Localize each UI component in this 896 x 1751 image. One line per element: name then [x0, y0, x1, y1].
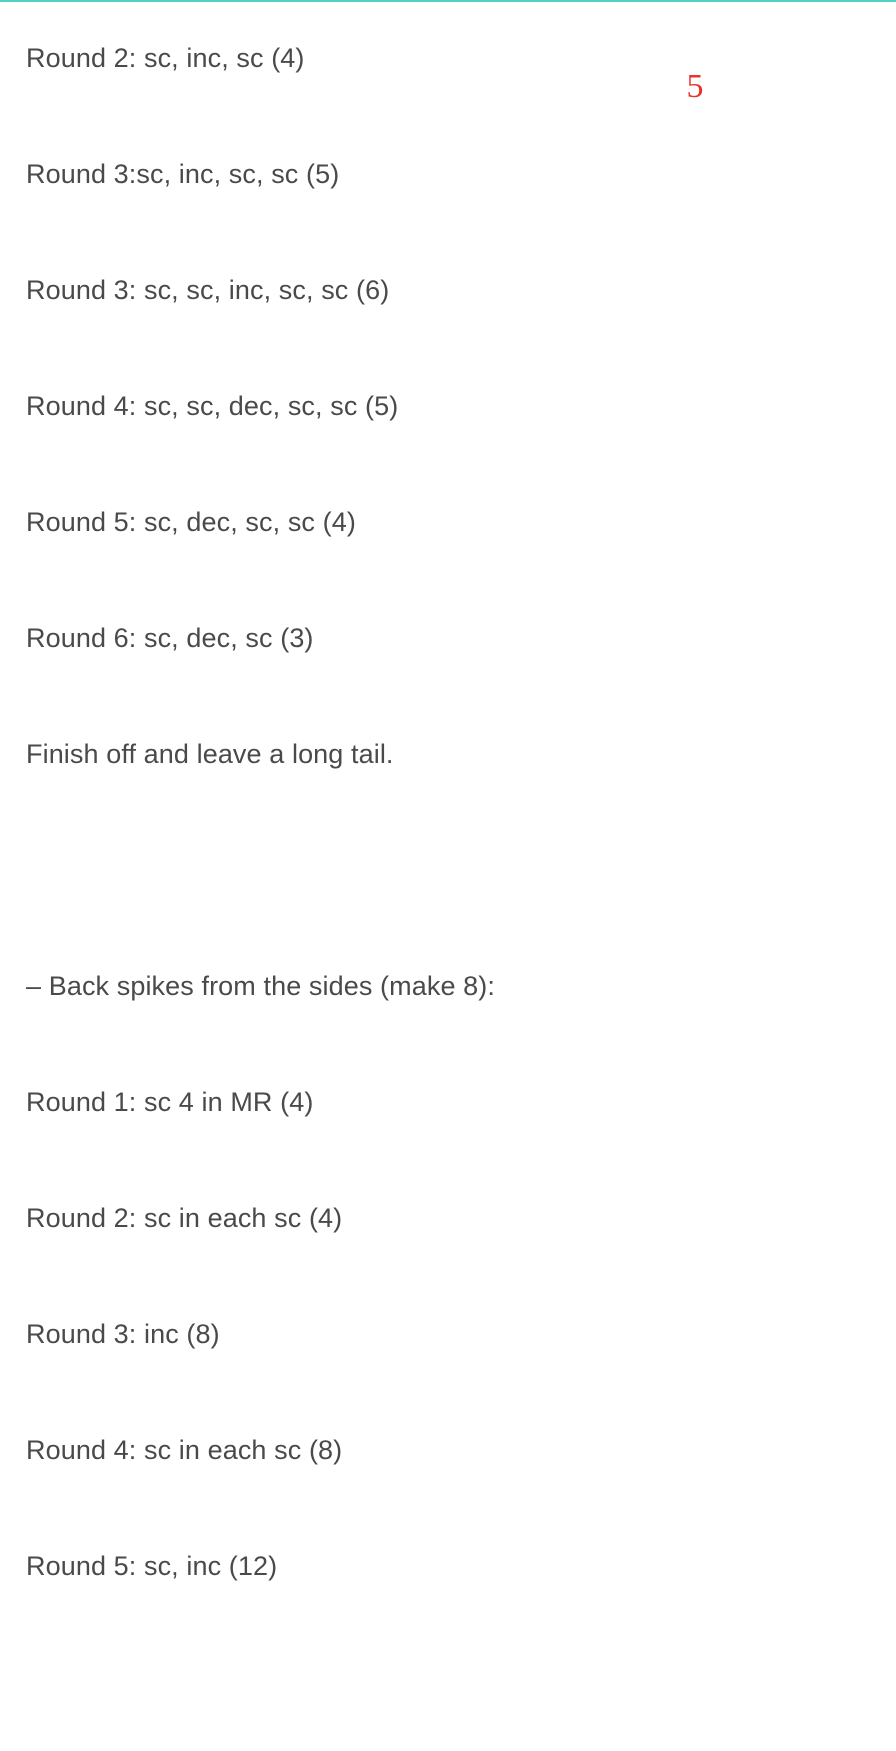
text-line: Round 5: sc, dec, sc, sc (4): [26, 506, 356, 537]
text-line: Round 5: sc, inc (12): [26, 1550, 278, 1581]
text-line: Round 4: sc, sc, dec, sc, sc (5): [26, 390, 399, 421]
text-line: Round 3:sc, inc, sc, sc (5): [26, 158, 340, 189]
text-line: Round 2: sc, inc, sc (4): [26, 42, 305, 73]
text-line: Round 4: sc in each sc (8): [26, 1434, 343, 1465]
text-line: Round 2: sc in each sc (4): [26, 1202, 343, 1233]
text-line-blank: [0, 812, 896, 928]
text-line: Finish off and leave a long tail.: [26, 738, 394, 769]
text-line: Round 6: sc, dec, sc (3): [26, 622, 314, 653]
text-line: Round 1: sc 4 in MR (4): [26, 1086, 314, 1117]
page-number: 5: [686, 68, 704, 105]
text-line: Round 3: inc (8): [26, 1318, 220, 1349]
text-line: Round 3: sc, sc, inc, sc, sc (6): [26, 274, 390, 305]
section-heading: – Back spikes from the sides (make 8):: [26, 970, 495, 1001]
